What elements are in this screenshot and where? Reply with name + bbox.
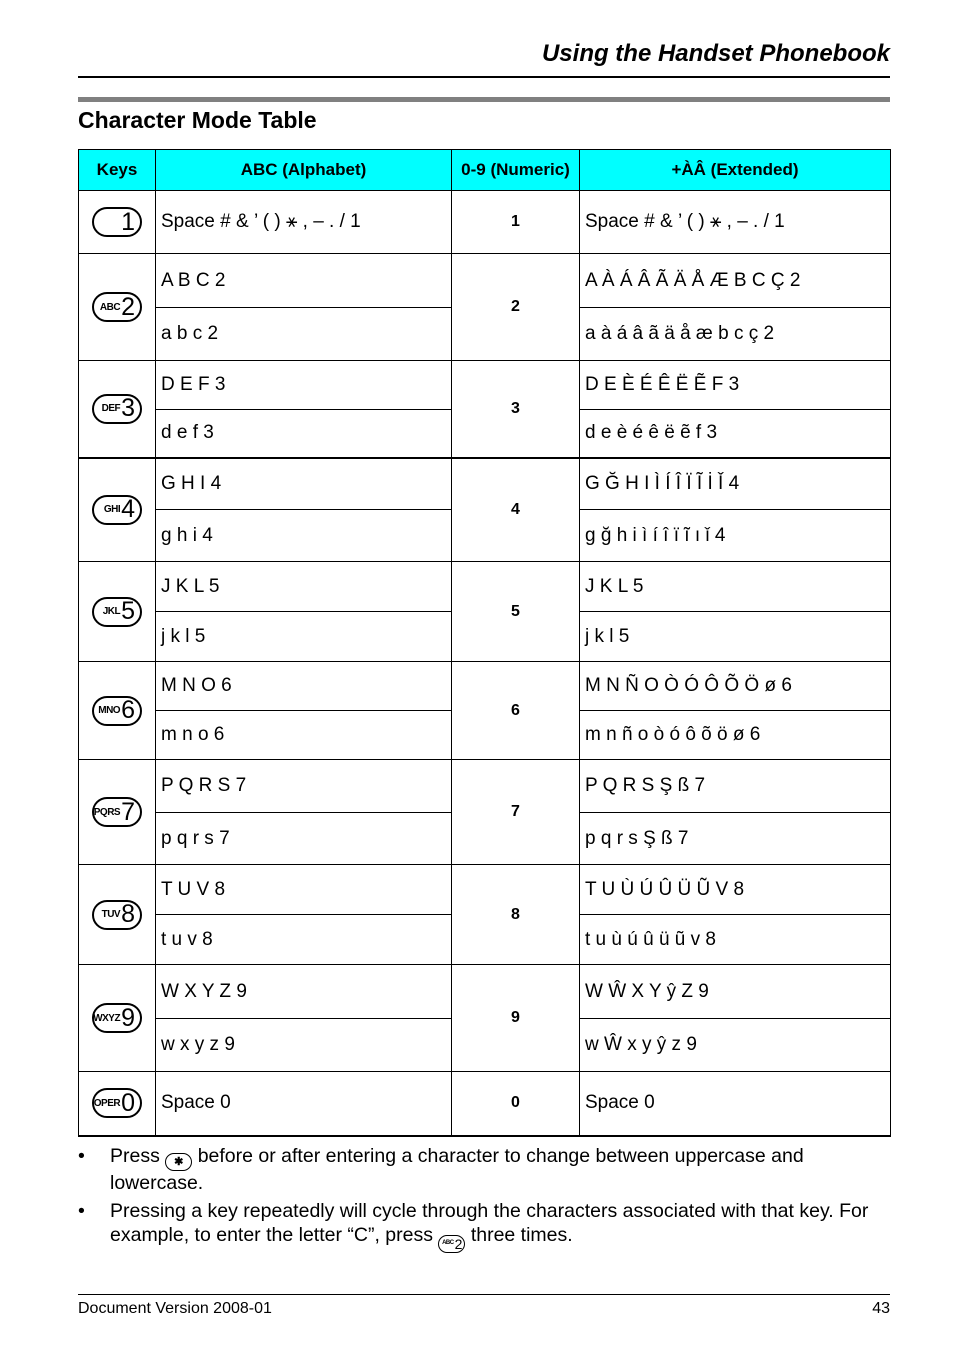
key-letters: ABC <box>442 1240 454 1247</box>
key-digit: 1 <box>121 207 135 236</box>
key-cell <box>79 965 156 1072</box>
extended-upper-cell: Space # & ’ ( ) ⚹ , – . / 1 <box>580 191 891 254</box>
table-row <box>79 662 891 711</box>
extended-upper-cell: M N Ñ O Ò Ó Ô Õ Ö ø 6 <box>580 662 891 711</box>
key-digit: 9 <box>121 1003 135 1032</box>
alphabet-upper-cell: M N O 6 <box>156 662 452 711</box>
key-1-icon <box>92 207 142 237</box>
alphabet-upper-cell: A B C 2 <box>156 254 452 308</box>
header-alphabet: ABC (Alphabet) <box>156 150 452 191</box>
note-text-before: Pressing a key repeatedly will cycle through the characters associated with that key. For example, to enter the letter “C”, press <box>110 1199 869 1247</box>
alphabet-lower-cell: j k l 5 <box>156 612 452 662</box>
extended-lower-cell: d e è é ê ë ẽ f 3 <box>580 410 891 458</box>
key-letters: DEF <box>101 403 121 415</box>
extended-lower-cell: m n ñ o ò ó ô õ ö ø 6 <box>580 711 891 760</box>
table-row <box>79 191 891 254</box>
page-number: 43 <box>872 1300 890 1317</box>
key-2-abc-icon <box>438 1235 465 1253</box>
key-digit: 2 <box>121 292 135 321</box>
table-row <box>79 458 891 510</box>
numeric-cell: 3 <box>452 361 580 458</box>
key-letters: WXYZ <box>93 1012 121 1024</box>
header-keys: Keys <box>79 150 156 191</box>
bullet: • <box>78 1199 85 1222</box>
extended-lower-cell: j k l 5 <box>580 612 891 662</box>
key-6-mno-icon <box>92 696 142 726</box>
extended-upper-cell: W Ŵ X Y ŷ Z 9 <box>580 965 891 1019</box>
page-header-title: Using the Handset Phonebook <box>541 40 890 67</box>
extended-upper-cell: T U Ù Ú Û Ü Ũ V 8 <box>580 865 891 915</box>
key-3-def-icon <box>92 394 142 424</box>
section-divider-bar <box>78 97 890 102</box>
key-digit: 7 <box>121 797 135 826</box>
table-row <box>79 865 891 915</box>
key-letters: MNO <box>98 705 121 716</box>
alphabet-lower-cell: m n o 6 <box>156 711 452 760</box>
key-cell <box>79 562 156 662</box>
numeric-cell: 8 <box>452 865 580 965</box>
key-letters: PQRS <box>93 806 121 818</box>
key-5-jkl-icon <box>92 597 142 627</box>
key-digit: 6 <box>121 696 135 724</box>
table-row <box>79 1072 891 1136</box>
key-4-ghi-icon <box>92 495 142 525</box>
key-7-pqrs-icon <box>92 797 142 827</box>
key-letters: GHI <box>103 504 121 516</box>
header-rule <box>78 76 890 78</box>
numeric-cell: 2 <box>452 254 580 361</box>
key-cell <box>79 1072 156 1136</box>
extended-upper-cell: A À Á Â Ã Ä Å Æ B C Ç 2 <box>580 254 891 308</box>
note-item <box>78 1144 890 1196</box>
key-cell <box>79 865 156 965</box>
extended-upper-cell: J K L 5 <box>580 562 891 612</box>
extended-lower-cell: w Ŵ x y ŷ z 9 <box>580 1019 891 1072</box>
key-0-oper-icon <box>92 1088 142 1118</box>
table-row <box>79 254 891 308</box>
alphabet-lower-cell: w x y z 9 <box>156 1019 452 1072</box>
alphabet-lower-cell: t u v 8 <box>156 915 452 965</box>
extended-lower-cell: a à á â ã ä å æ b c ç 2 <box>580 308 891 361</box>
alphabet-upper-cell: J K L 5 <box>156 562 452 612</box>
numeric-cell: 6 <box>452 662 580 760</box>
alphabet-upper-cell: D E F 3 <box>156 361 452 410</box>
key-cell <box>79 361 156 458</box>
key-letters: JKL <box>102 606 121 617</box>
note-text-after: before or after entering a character to change between uppercase and lowercase. <box>110 1145 804 1195</box>
alphabet-lower-cell: g h i 4 <box>156 510 452 562</box>
key-8-tuv-icon <box>92 900 142 930</box>
key-cell <box>79 254 156 361</box>
section-title: Character Mode Table <box>78 107 317 133</box>
numeric-cell: 5 <box>452 562 580 662</box>
key-cell <box>79 458 156 562</box>
star-key-icon: ✱ <box>165 1153 192 1171</box>
extended-lower-cell: t u ù ú û ü ũ v 8 <box>580 915 891 965</box>
numeric-cell: 9 <box>452 965 580 1072</box>
alphabet-upper-cell: T U V 8 <box>156 865 452 915</box>
alphabet-lower-cell: a b c 2 <box>156 308 452 361</box>
key-digit: 4 <box>121 495 135 524</box>
alphabet-lower-cell: d e f 3 <box>156 410 452 458</box>
numeric-cell: 7 <box>452 760 580 865</box>
note-text-before: Press <box>110 1145 160 1167</box>
footer-rule <box>78 1294 890 1295</box>
key-cell <box>79 760 156 865</box>
document-version: Document Version 2008-01 <box>78 1300 272 1317</box>
table-header-row <box>79 150 891 191</box>
key-digit: 2 <box>454 1235 463 1252</box>
table-row <box>79 760 891 813</box>
key-9-wxyz-icon <box>92 1003 142 1033</box>
key-digit: 0 <box>121 1088 135 1117</box>
bullet: • <box>78 1145 85 1167</box>
key-letters: ABC <box>99 301 121 313</box>
header-extended: +ÀÂ (Extended) <box>580 150 891 191</box>
extended-upper-cell: G Ğ H I Ì Í Î Ï Ĩ İ Ǐ 4 <box>580 458 891 510</box>
numeric-cell: 0 <box>452 1072 580 1136</box>
note-text-after: three times. <box>470 1224 573 1247</box>
alphabet-upper-cell: W X Y Z 9 <box>156 965 452 1019</box>
alphabet-lower-cell: p q r s 7 <box>156 813 452 865</box>
key-2-abc-icon <box>92 292 142 322</box>
numeric-cell: 1 <box>452 191 580 254</box>
key-digit: 3 <box>121 394 135 423</box>
key-cell <box>79 662 156 760</box>
extended-lower-cell: p q r s Ş ß 7 <box>580 813 891 865</box>
note-item <box>78 1199 890 1253</box>
table-row <box>79 965 891 1019</box>
extended-upper-cell: Space 0 <box>580 1072 891 1136</box>
character-mode-table <box>78 149 891 1137</box>
table-row <box>79 361 891 410</box>
key-letters: TUV <box>101 909 121 920</box>
key-cell <box>79 191 156 254</box>
alphabet-upper-cell: G H I 4 <box>156 458 452 510</box>
key-digit: 8 <box>121 900 135 928</box>
table-row <box>79 562 891 612</box>
extended-lower-cell: g ğ h i ì í î ï ĩ ı ǐ 4 <box>580 510 891 562</box>
numeric-cell: 4 <box>452 458 580 562</box>
extended-upper-cell: P Q R S Ş ß 7 <box>580 760 891 813</box>
extended-upper-cell: D E È É Ê Ë Ẽ F 3 <box>580 361 891 410</box>
header-numeric: 0-9 (Numeric) <box>452 150 580 191</box>
key-letters: OPER <box>93 1097 121 1109</box>
alphabet-upper-cell: Space # & ’ ( ) ⚹ , – . / 1 <box>156 191 452 254</box>
notes-list <box>78 1144 890 1256</box>
key-digit: 5 <box>121 597 135 625</box>
alphabet-upper-cell: P Q R S 7 <box>156 760 452 813</box>
alphabet-upper-cell: Space 0 <box>156 1072 452 1136</box>
